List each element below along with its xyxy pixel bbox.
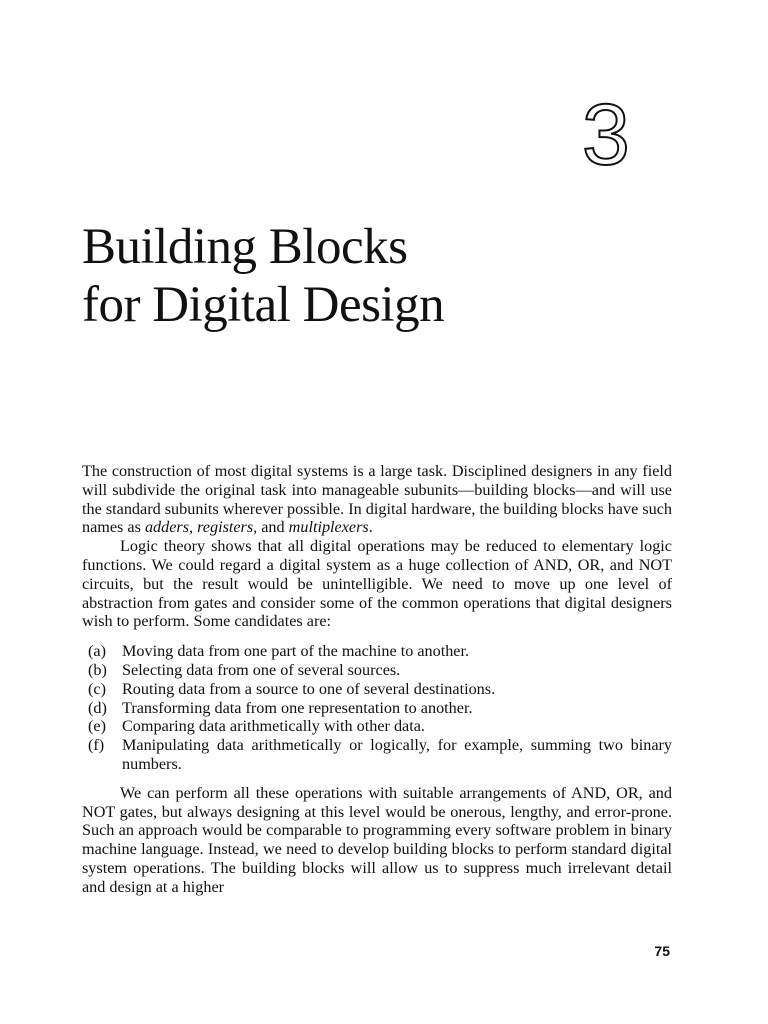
chapter-title-line-1: Building Blocks xyxy=(82,219,408,275)
list-item-text: Transforming data from one representation to another. xyxy=(122,698,473,717)
chapter-title-line-2: for Digital Design xyxy=(82,277,445,333)
list-item-text: Comparing data arithmetically with other data. xyxy=(122,717,425,736)
closing-paragraph: We can perform all these operations with suitable arrangements of AND, OR, and NOT gates, but always designing at this level would be onerous, lengthy, and error-prone. Such an approach would be comparable to programming every software problem in binary machine language. Instead, we need to develop building blocks to perform standard digital system operations. The building blocks will allow us to suppress much irrelevant detail and design at a higher xyxy=(82,783,672,896)
intro-emphasis-1: adders, registers, xyxy=(144,518,258,537)
list-marker: (a) xyxy=(88,642,106,661)
list-item xyxy=(82,717,672,736)
logic-paragraph: Logic theory shows that all digital operations may be reduced to elementary logic functions. We could regard a digital system as a huge collection of AND, OR, and NOT circuits, but the result would be unintelligible. We need to move up one level of abstraction from gates and consider some of the common operations that digital designers wish to perform. Some candidates are: xyxy=(82,537,672,631)
list-item-text: Manipulating data arithmetically or logically, for example, summing two binary numbers. xyxy=(122,736,672,773)
list-marker: (d) xyxy=(88,698,107,717)
chapter-title xyxy=(82,218,444,334)
list-marker: (f) xyxy=(88,736,105,755)
list-marker: (b) xyxy=(88,660,107,679)
intro-paragraph xyxy=(82,462,672,537)
chapter-number: 3 xyxy=(582,87,630,183)
list-item xyxy=(82,642,672,661)
page-number: 75 xyxy=(654,943,670,959)
body-text xyxy=(82,462,672,897)
list-marker: (e) xyxy=(88,717,106,736)
list-item xyxy=(82,699,672,718)
intro-text-1: The construction of most digital systems is a large task. Disciplined designers in any field will subdivide the original task into manageable subunits—building blocks—and will use the standard subunits wherever possible. In digital hardware, the building blocks have such names as xyxy=(82,462,672,537)
list-item-text: Routing data from a source to one of several destinations. xyxy=(122,679,496,698)
operations-list xyxy=(82,642,672,774)
list-marker: (c) xyxy=(88,679,106,698)
list-item xyxy=(82,680,672,699)
list-item-text: Selecting data from one of several sources. xyxy=(122,660,401,679)
list-item xyxy=(82,661,672,680)
intro-emphasis-2: multiplexers xyxy=(288,518,369,537)
intro-text-2: and xyxy=(257,518,289,537)
intro-text-3: . xyxy=(368,518,373,537)
list-item-text: Moving data from one part of the machine to another. xyxy=(122,642,470,661)
list-item xyxy=(82,736,672,774)
